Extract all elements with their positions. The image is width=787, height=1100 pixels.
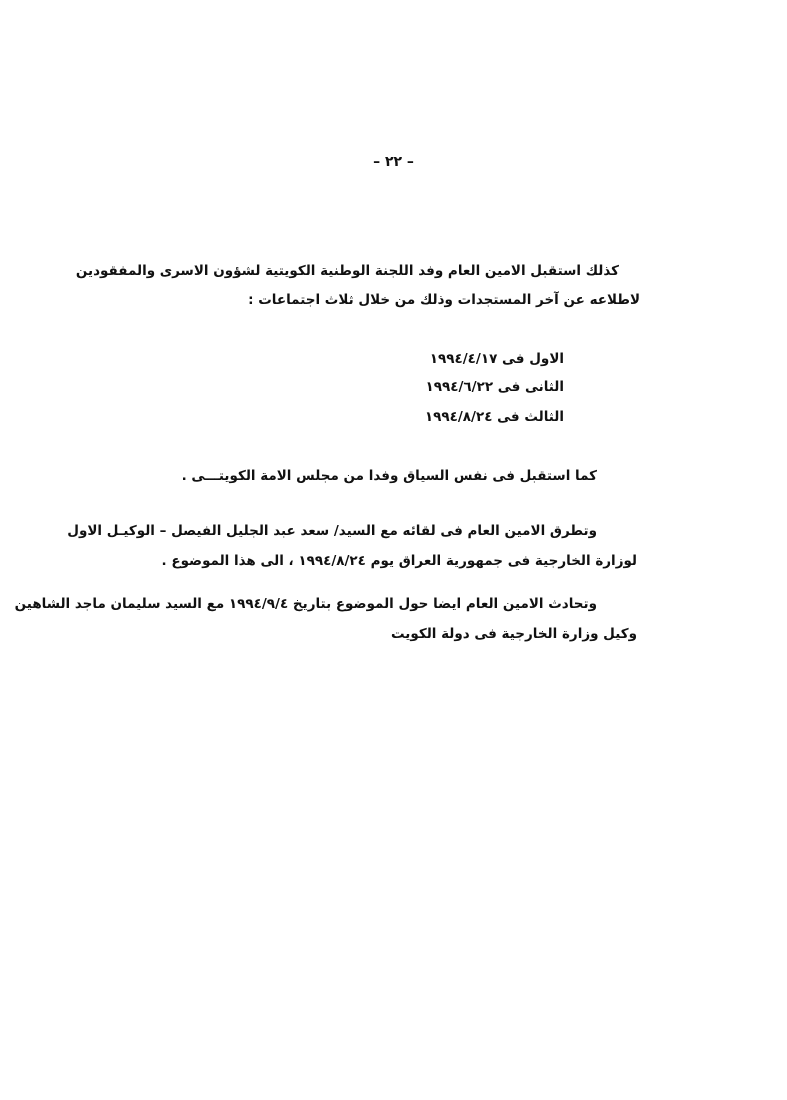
- paragraph-1-line-1: كذلك استقبل الامين العام وفد اللجنة الوطنية الكويتية لشؤون الاسرى والمفقودين: [75, 263, 619, 279]
- page-number: – ٢٢ –: [373, 154, 414, 170]
- paragraph-4-line-2: وكيل وزارة الخارجية فى دولة الكويت: [391, 626, 637, 642]
- meeting-2: الثانى فى ١٩٩٤/٦/٢٢: [425, 379, 564, 395]
- paragraph-1-line-2: لاطلاعه عن آخر المستجدات وذلك من خلال ثلاث اجتماعات :: [248, 292, 640, 308]
- meeting-3: الثالث فى ١٩٩٤/٨/٢٤: [424, 409, 564, 425]
- meeting-1: الاول فى ١٩٩٤/٤/١٧: [429, 351, 564, 367]
- paragraph-3-line-1: وتطرق الامين العام فى لقائه مع السيد/ سعد عبد الجليل الفيصل – الوكيـل الاول: [67, 523, 597, 539]
- paragraph-3-line-2: لوزارة الخارجية فى جمهورية العراق يوم ١٩٩٤/٨/٢٤ ، الى هذا الموضوع .: [161, 553, 637, 569]
- paragraph-4-line-1: وتحادث الامين العام ايضا حول الموضوع بتاريخ ١٩٩٤/٩/٤ مع السيد سليمان ماجد الشاهين: [14, 596, 597, 612]
- paragraph-2-line-1: كما استقبل فى نفس السياق وفدا من مجلس الامة الكويتـــى .: [181, 468, 597, 484]
